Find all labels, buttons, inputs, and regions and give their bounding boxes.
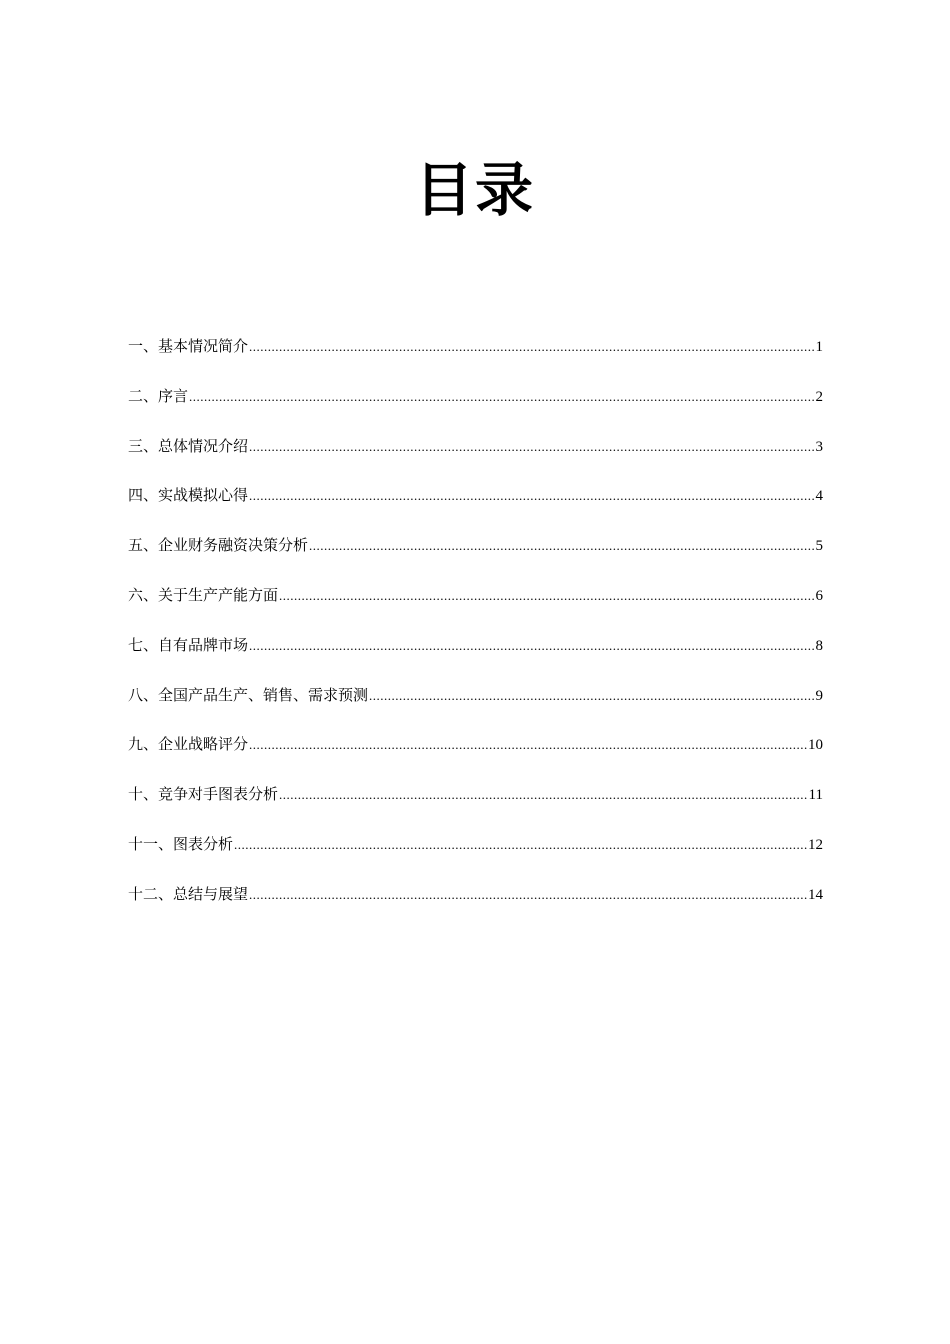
toc-page-number: 14: [808, 886, 823, 903]
toc-entry-label: 五、企业财务融资决策分析: [128, 536, 309, 555]
toc-entry-2[interactable]: [128, 382, 823, 432]
toc-dot-leader: [249, 433, 814, 461]
toc-entry-label: 七、自有品牌市场: [128, 635, 249, 654]
toc-page-number: 1: [815, 339, 823, 355]
toc-entry-3[interactable]: [128, 432, 823, 482]
toc-dot-leader: [369, 682, 814, 710]
toc-entry-label: 八、全国产品生产、销售、需求预测: [128, 685, 369, 704]
toc-page-number: 2: [815, 388, 823, 405]
toc-entry-9[interactable]: [128, 730, 823, 780]
toc-page-number: 12: [808, 836, 823, 853]
toc-entry-11[interactable]: [128, 830, 823, 880]
toc-page-number: 11: [808, 787, 823, 804]
toc-page-number: 3: [815, 438, 823, 455]
toc-entry-label: 十一、图表分析: [128, 834, 234, 853]
toc-entry-5[interactable]: [128, 531, 823, 581]
toc-page-number: 6: [815, 587, 823, 604]
toc-entry-label: 二、序言: [128, 386, 189, 405]
toc-page-number: 9: [815, 687, 823, 704]
toc-dot-leader: [309, 532, 814, 560]
toc-entry-label: 三、总体情况介绍: [128, 436, 249, 455]
toc-dot-leader: [279, 582, 814, 610]
table-of-contents: [128, 332, 823, 930]
toc-entry-label: 一、基本情况简介: [128, 337, 249, 355]
toc-dot-leader: [249, 482, 814, 510]
toc-entry-label: 九、企业战略评分: [128, 735, 249, 754]
toc-dot-leader: [249, 881, 807, 909]
toc-entry-6[interactable]: [128, 581, 823, 631]
toc-page-number: 5: [815, 538, 823, 555]
toc-entry-label: 四、实战模拟心得: [128, 486, 249, 505]
toc-entry-10[interactable]: [128, 780, 823, 830]
toc-dot-leader: [234, 831, 807, 859]
toc-entry-label: 十、竞争对手图表分析: [128, 785, 279, 804]
toc-entry-label: 十二、总结与展望: [128, 884, 249, 903]
toc-dot-leader: [249, 632, 814, 660]
toc-page-number: 8: [815, 637, 823, 654]
toc-entry-8[interactable]: [128, 681, 823, 731]
toc-entry-label: 六、关于生产产能方面: [128, 585, 279, 604]
page-title: 目录: [414, 156, 535, 224]
toc-entry-7[interactable]: [128, 631, 823, 681]
toc-dot-leader: [189, 383, 814, 411]
toc-page-number: 4: [815, 488, 823, 505]
toc-dot-leader: [249, 333, 814, 361]
toc-dot-leader: [249, 731, 807, 759]
toc-page-number: 10: [808, 737, 823, 754]
toc-dot-leader: [279, 781, 808, 809]
toc-entry-1[interactable]: [128, 332, 823, 382]
toc-entry-4[interactable]: [128, 481, 823, 531]
toc-entry-12[interactable]: [128, 880, 823, 930]
